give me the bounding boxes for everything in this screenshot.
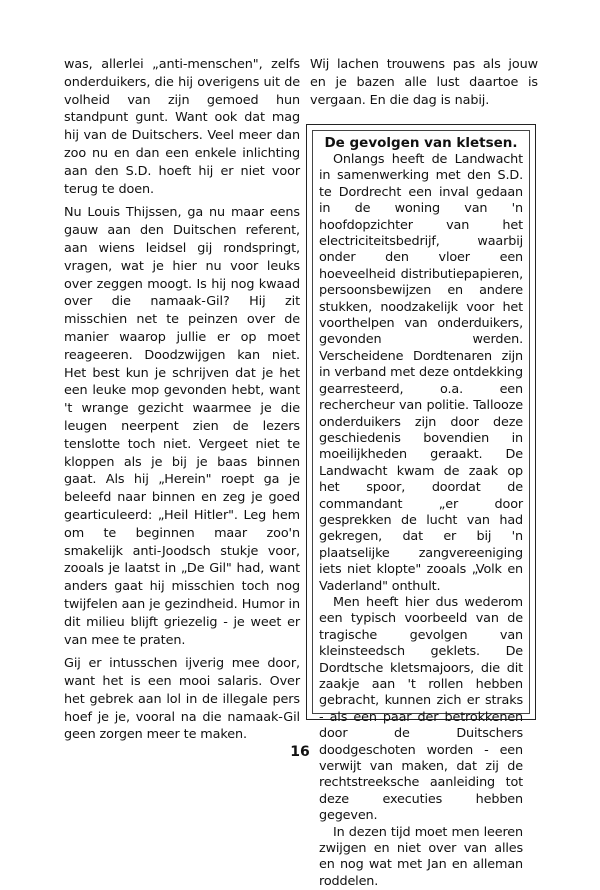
article-paragraph-3: In dezen tijd moet men leeren zwijgen en niet over van alles en nog wat met Jan en alleman roddelen. xyxy=(319,824,523,889)
left-paragraph-2: Nu Louis Thijssen, ga nu maar eens gauw aan den Duitschen referent, aan wiens leidsel gij rondspringt, vragen, wat je hier nu voor leuks over zeggen moogt. Is hij nog kwaad over die namaak-Gil? Hij zit misschien net te peinzen over de manier waarop jullie er op moet reageeren. Doodzwijgen kan niet. Het best kun je schrijven dat je het een leuke mop gevonden hebt, want 't wrange gezicht waarmee je die leugen neerpent zien de lezers tenslotte toch niet. Vergeet niet te kloppen als je bij je baas binnen gaat. Als hij „Herein" roept ga je beleefd naar binnen en zeg je goed gearticuleerd: „Heil Hitler". Leg hem om te beginnen maar zoo'n smakelijk anti-Joodsch stukje voor, zooals je laatst in „De Gil" had, want anders gaat hij misschien toch nog twijfelen aan je gezindheid. Humor in dit milieu blijft griezelig - je weet er van mee te praten. xyxy=(64,205,300,648)
left-paragraph-1: was, allerlei „anti-menschen", zelfs onderduikers, die hij overigens uit de volheid van zijn gemoed hun standpunt gunt. Want ook dat mag hij van de Duitschers. Veel meer dan zoo nu en dan een enkele inlichting aan den S.D. hoeft hij er niet voor terug te doen. xyxy=(64,57,300,197)
right-intro-paragraph: Wij lachen trouwens pas als jouw en je bazen alle lust daartoe is vergaan. En die dag is nabij. xyxy=(310,57,538,108)
article-paragraph-1: Onlangs heeft de Landwacht in samenwerking met den S.D. te Dordrecht een inval gedaan in de woning van 'n hoofdopzichter van het electriciteitsbedrijf, waarbij onder den vloer een hoeveelheid distributiepapieren, persoonsbewijzen en andere stukken, noodzakelijk voor het voorthelpen van onderduikers, gevonden werden. Verscheidene Dordtenaren zijn in verband met deze ontdekking gearresteerd, o.a. een rechercheur van politie. Tallooze onderduikers zijn door deze geschiedenis bovendien in moeilijkheden geraakt. De Landwacht kwam de zaak op het spoor, doordat de commandant „er door gesprekken de lucht van had gekregen, dat er bij 'n plaatselijke zangvereeniging iets niet klopte" zooals „Volk en Vaderland" onthult. xyxy=(319,152,523,594)
article-paragraph-2: Men heeft hier dus wederom een typisch voorbeeld van de tragische gevolgen van kleinsteedsch geklets. De Dordtsche kletsmajoors, die dit zaakje aan 't rollen hebben gebracht, kunnen zich er straks - als een paar der betrokkenen door de Duitschers doodgeschoten worden - een verwijt van maken, dat zij de rechtstreeksche aanleiding tot deze executies hebben gegeven. xyxy=(319,594,523,824)
left-column xyxy=(64,56,300,744)
page-number: 16 xyxy=(290,744,310,760)
left-paragraph-3: Gij er intusschen ijverig mee door, want het is een mooi salaris. Over het gebrek aan lol in de illegale pers hoef je je, vooral na die namaak-Gil geen zorgen meer te maken. xyxy=(64,656,300,743)
right-column-intro xyxy=(310,56,538,109)
article-title: De gevolgen van kletsen. xyxy=(324,135,518,151)
article-box-inner xyxy=(312,130,530,889)
article-box xyxy=(306,124,536,889)
